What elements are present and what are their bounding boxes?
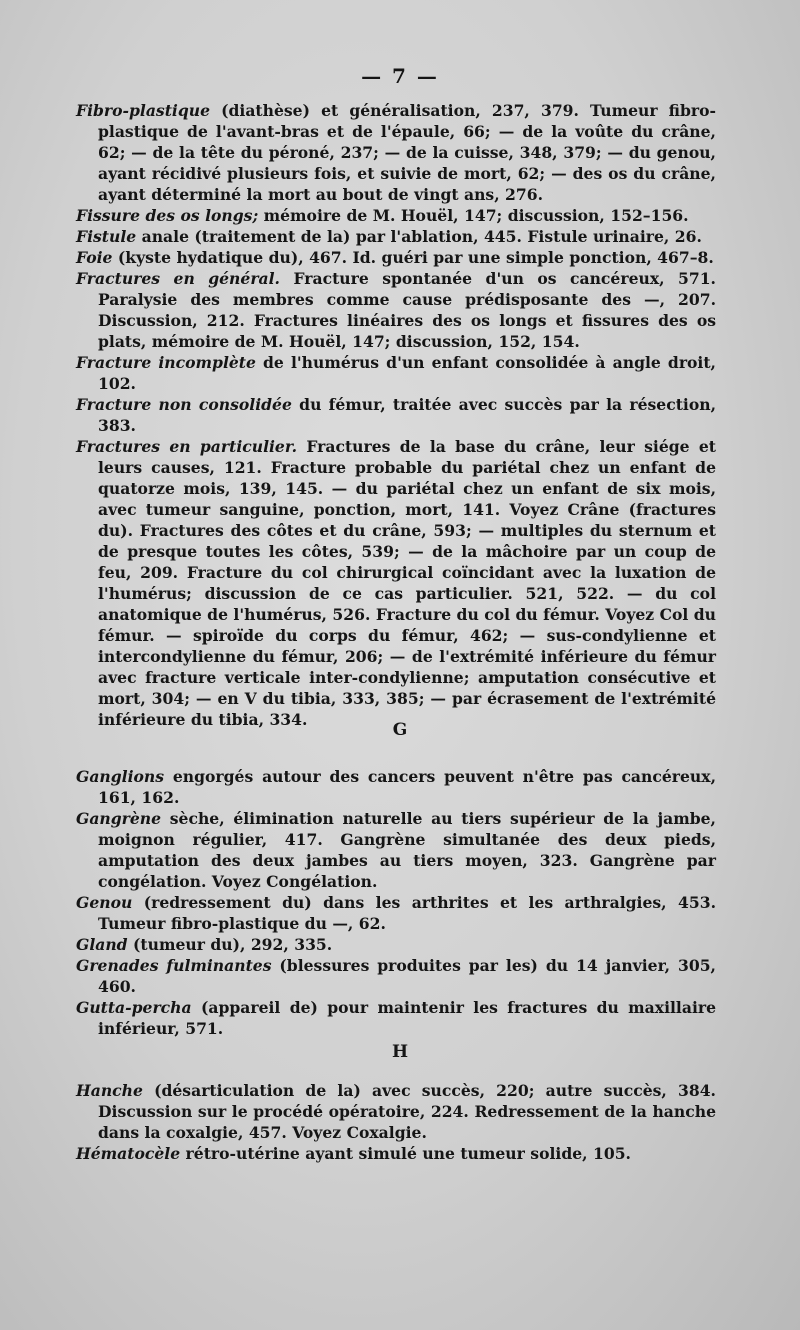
entry-term: Fractures en particulier. [76,437,298,456]
entry-term: Genou [76,893,133,912]
index-entry [76,997,716,1039]
index-entry [76,934,716,955]
entry-text: sèche, élimination naturelle au tiers supérieur de la jambe, moignon régulier, 417. Gangrène simultanée des deux pieds, amputation des deux jambes au tiers moyen, 323. Gangrène par congélation. Voyez Congélation. [98,809,716,891]
index-entry [76,205,716,226]
entry-term: Gangrène [76,809,162,828]
entry-term: Foie [76,248,113,267]
index-entry [76,247,716,268]
section-letter-h: H [391,1042,409,1062]
index-entry [76,808,716,892]
entry-term: Fissure des os longs; [76,206,259,225]
entry-term: Hanche [76,1081,143,1100]
entry-text: (blessures produites par les) du 14 janvier, 305, 460. [98,956,716,996]
entry-term: Gland [76,935,128,954]
entry-text: (appareil de) pour maintenir les fractures du maxillaire inférieur, 571. [98,998,716,1038]
entry-text: mémoire de M. Houël, 147; discussion, 152–156. [258,206,689,225]
index-entry [76,955,716,997]
index-entry [76,436,716,730]
section-g-entries [76,766,716,1039]
entry-term: Grenades fulminantes [76,956,272,975]
index-entry [76,394,716,436]
section-letter-g: G [392,720,408,740]
entry-term: Fracture incomplète [76,353,256,372]
entry-text: rétro-utérine ayant simulé une tumeur solide, 105. [180,1144,631,1163]
entry-term: Ganglions [76,767,165,786]
page-number: — 7 — [361,64,439,88]
index-entry [76,268,716,352]
index-entry [76,100,716,205]
index-entry [76,352,716,394]
entry-term: Gutta-percha [76,998,192,1017]
index-entry [76,892,716,934]
entry-text: anale (traitement de la) par l'ablation, 445. Fistule urinaire, 26. [136,227,702,246]
entry-text: du fémur, traitée avec succès par la résection, 383. [98,395,716,435]
entry-text: Fracture spontanée d'un os cancéreux, 571. Paralysie des membres comme cause prédisposante des —, 207. Discussion, 212. Fractures linéaires des os longs et fissures des os plats, mémoire de M. Houël, 147; discussion, 152, 154. [98,269,716,351]
entry-term: Hématocèle [76,1144,181,1163]
entry-text: (tumeur du), 292, 335. [127,935,333,954]
index-entry [76,766,716,808]
entry-term: Fractures en général. [76,269,280,288]
section-f-entries [76,100,716,730]
entry-term: Fibro-plastique [76,101,210,120]
index-entry [76,226,716,247]
index-entry [76,1143,716,1164]
entry-text: (diathèse) et généralisation, 237, 379. Tumeur fibro-plastique de l'avant-bras et de l'épaule, 66; — de la voûte du crâne, 62; — de la tête du péroné, 237; — de la cuisse, 348, 379; — du genou, ayant récidivé plusieurs fois, et suivie de mort, 62; — des os du crâne, ayant déterminé la mort au bout de vingt ans, 276. [98,101,716,204]
index-entry [76,1080,716,1143]
entry-text: de l'humérus d'un enfant consolidée à angle droit, 102. [98,353,716,393]
section-h-entries [76,1080,716,1164]
entry-text: (désarticulation de la) avec succès, 220; autre succès, 384. Discussion sur le procédé opératoire, 224. Redressement de la hanche dans la coxalgie, 457. Voyez Coxalgie. [98,1081,716,1142]
entry-term: Fistule [76,227,137,246]
entry-text: (redressement du) dans les arthrites et les arthralgies, 453. Tumeur fibro-plastique du —, 62. [98,893,716,933]
entry-text: engorgés autour des cancers peuvent n'être pas cancéreux, 161, 162. [98,767,716,807]
entry-term: Fracture non consolidée [76,395,292,414]
entry-text: Fractures de la base du crâne, leur siége et leurs causes, 121. Fracture probable du pariétal chez un enfant de quatorze mois, 139, 145. — du pariétal chez un enfant de six mois, avec tumeur sanguine, ponction, mort, 141. Voyez Crâne (fractures du). Fractures des côtes et du crâne, 593; — multiples du sternum et de presque toutes les côtes, 539; — de la mâchoire par un coup de feu, 209. Fracture du col chirurgical coïncidant avec la luxation de l'humérus; discussion de ce cas particulier. 521, 522. — du col anatomique de l'humérus, 526. Fracture du col du fémur. Voyez Col du fémur. — spiroïde du corps du fémur, 462; — sus-condylienne et intercondylienne du fémur, 206; — de l'extrémité inférieure du fémur avec fracture verticale inter-condylienne; amputation consécutive et mort, 304; — en V du tibia, 333, 385; — par écrasement de l'extrémité inférieure du tibia, 334. [98,437,717,729]
entry-text: (kyste hydatique du), 467. Id. guéri par une simple ponction, 467–8. [112,248,714,267]
